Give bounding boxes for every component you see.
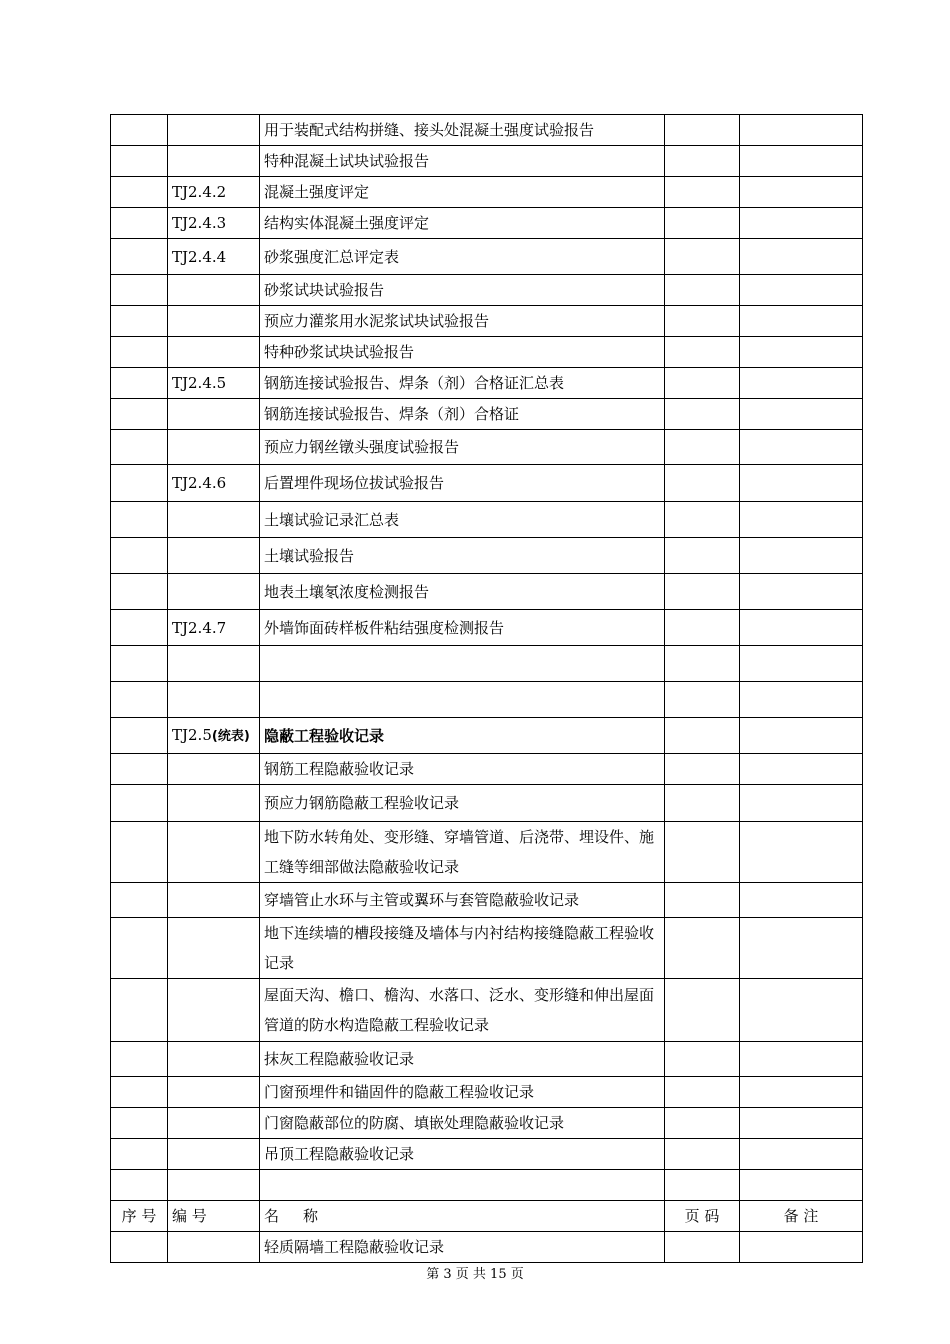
page-cell: [665, 646, 740, 682]
seq-cell: [111, 399, 168, 430]
name-cell: 屋面天沟、檐口、檐沟、水落口、泛水、变形缝和伸出屋面管道的防水构造隐蔽工程验收记录: [260, 979, 665, 1042]
name-cell: 土壤试验报告: [260, 538, 665, 574]
name-cell: 隐蔽工程验收记录: [260, 718, 665, 754]
page-cell: [665, 465, 740, 502]
seq-cell: [111, 239, 168, 275]
header-note: 备 注: [740, 1201, 863, 1232]
page-footer: 第 3 页 共 15 页: [426, 1267, 524, 1282]
table-row: [111, 646, 863, 682]
page-cell: [665, 1170, 740, 1201]
page-cell: [665, 368, 740, 399]
table-row: [111, 146, 863, 177]
table-row: [111, 208, 863, 239]
code-cell: TJ2.4.5: [168, 368, 260, 399]
seq-cell: [111, 646, 168, 682]
page-cell: [665, 337, 740, 368]
code-cell: [168, 574, 260, 610]
page-cell: [665, 399, 740, 430]
note-cell: [740, 239, 863, 275]
page-cell: [665, 1042, 740, 1077]
code-cell: TJ2.4.4: [168, 239, 260, 275]
name-cell: [260, 646, 665, 682]
name-cell: 预应力灌浆用水泥浆试块试验报告: [260, 306, 665, 337]
seq-cell: [111, 177, 168, 208]
code-cell: [168, 883, 260, 918]
code-cell: [168, 979, 260, 1042]
table-row: [111, 785, 863, 822]
page-cell: [665, 883, 740, 918]
table-row: [111, 574, 863, 610]
note-cell: [740, 430, 863, 465]
seq-cell: [111, 1042, 168, 1077]
code-cell: [168, 646, 260, 682]
page-cell: [665, 502, 740, 538]
name-cell: 结构实体混凝土强度评定: [260, 208, 665, 239]
seq-cell: [111, 337, 168, 368]
seq-cell: [111, 1139, 168, 1170]
code-suffix: (统表): [211, 728, 250, 744]
name-cell: 门窗隐蔽部位的防腐、填嵌处理隐蔽验收记录: [260, 1108, 665, 1139]
note-cell: [740, 682, 863, 718]
note-cell: [740, 502, 863, 538]
seq-cell: [111, 883, 168, 918]
note-cell: [740, 646, 863, 682]
seq-cell: [111, 1108, 168, 1139]
page-cell: [665, 1077, 740, 1108]
code-cell: TJ2.4.2: [168, 177, 260, 208]
note-cell: [740, 718, 863, 754]
table-row: [111, 1042, 863, 1077]
note-cell: [740, 1108, 863, 1139]
name-cell: 钢筋连接试验报告、焊条（剂）合格证: [260, 399, 665, 430]
name-cell: 砂浆强度汇总评定表: [260, 239, 665, 275]
page-cell: [665, 1232, 740, 1263]
page-cell: [665, 822, 740, 883]
header-name: [260, 1201, 665, 1232]
page-cell: [665, 610, 740, 646]
name-cell: 穿墙管止水环与主管或翼环与套管隐蔽验收记录: [260, 883, 665, 918]
table-row: [111, 177, 863, 208]
code-cell: [168, 718, 260, 754]
name-cell: 特种混凝土试块试验报告: [260, 146, 665, 177]
table-row: [111, 610, 863, 646]
note-cell: [740, 574, 863, 610]
note-cell: [740, 1232, 863, 1263]
note-cell: [740, 538, 863, 574]
seq-cell: [111, 146, 168, 177]
code-cell: [168, 918, 260, 979]
name-cell: 特种砂浆试块试验报告: [260, 337, 665, 368]
table-row: [111, 754, 863, 785]
page-cell: [665, 208, 740, 239]
note-cell: [740, 337, 863, 368]
seq-cell: [111, 785, 168, 822]
page-cell: [665, 538, 740, 574]
table-row: [111, 979, 863, 1042]
code-cell: [168, 430, 260, 465]
page-cell: [665, 918, 740, 979]
code-cell: [168, 337, 260, 368]
code-cell: TJ2.4.6: [168, 465, 260, 502]
code-cell: [168, 146, 260, 177]
table-row: [111, 306, 863, 337]
table-row: [111, 682, 863, 718]
page-cell: [665, 718, 740, 754]
page-cell: [665, 682, 740, 718]
page-cell: [665, 430, 740, 465]
seq-cell: [111, 502, 168, 538]
note-cell: [740, 465, 863, 502]
page-cell: [665, 1108, 740, 1139]
code-cell: [168, 1232, 260, 1263]
seq-cell: [111, 754, 168, 785]
note-cell: [740, 883, 863, 918]
name-cell: 预应力钢筋隐蔽工程验收记录: [260, 785, 665, 822]
name-cell: 轻质隔墙工程隐蔽验收记录: [260, 1232, 665, 1263]
note-cell: [740, 610, 863, 646]
header-code: 编 号: [168, 1201, 260, 1232]
seq-cell: [111, 465, 168, 502]
seq-cell: [111, 115, 168, 146]
header-seq: 序 号: [111, 1201, 168, 1232]
code-cell: TJ2.4.3: [168, 208, 260, 239]
code-cell: [168, 1170, 260, 1201]
code-cell: [168, 682, 260, 718]
seq-cell: [111, 1170, 168, 1201]
name-cell: [260, 682, 665, 718]
table-row: [111, 1170, 863, 1201]
table-row: [111, 1108, 863, 1139]
table-row: [111, 239, 863, 275]
code-cell: [168, 502, 260, 538]
code-cell: [168, 275, 260, 306]
code-text: TJ2.5: [172, 725, 212, 744]
name-cell: 地下连续墙的槽段接缝及墙体与内衬结构接缝隐蔽工程验收记录: [260, 918, 665, 979]
code-cell: [168, 754, 260, 785]
table-row: [111, 115, 863, 146]
table-row: [111, 430, 863, 465]
table-row: [111, 918, 863, 979]
seq-cell: [111, 538, 168, 574]
code-cell: [168, 1042, 260, 1077]
seq-cell: [111, 822, 168, 883]
seq-cell: [111, 306, 168, 337]
table-row: [111, 718, 863, 754]
table-row: [111, 502, 863, 538]
note-cell: [740, 822, 863, 883]
seq-cell: [111, 275, 168, 306]
table-row: [111, 275, 863, 306]
code-cell: TJ2.4.7: [168, 610, 260, 646]
note-cell: [740, 754, 863, 785]
page-cell: [665, 306, 740, 337]
seq-cell: [111, 979, 168, 1042]
seq-cell: [111, 718, 168, 754]
seq-cell: [111, 430, 168, 465]
note-cell: [740, 1139, 863, 1170]
name-cell: 混凝土强度评定: [260, 177, 665, 208]
page-cell: [665, 146, 740, 177]
name-cell: 吊顶工程隐蔽验收记录: [260, 1139, 665, 1170]
table-row: [111, 1232, 863, 1263]
seq-cell: [111, 574, 168, 610]
note-cell: [740, 979, 863, 1042]
note-cell: [740, 1042, 863, 1077]
table-row: [111, 1139, 863, 1170]
page-cell: [665, 275, 740, 306]
seq-cell: [111, 610, 168, 646]
page-cell: [665, 177, 740, 208]
name-cell: 门窗预埋件和锚固件的隐蔽工程验收记录: [260, 1077, 665, 1108]
name-cell: 用于装配式结构拼缝、接头处混凝土强度试验报告: [260, 115, 665, 146]
page-cell: [665, 979, 740, 1042]
table-header-row: [111, 1201, 863, 1232]
table-row: [111, 337, 863, 368]
code-cell: [168, 822, 260, 883]
table-row: [111, 883, 863, 918]
code-cell: [168, 115, 260, 146]
seq-cell: [111, 1077, 168, 1108]
note-cell: [740, 918, 863, 979]
note-cell: [740, 146, 863, 177]
note-cell: [740, 275, 863, 306]
seq-cell: [111, 368, 168, 399]
name-cell: 钢筋工程隐蔽验收记录: [260, 754, 665, 785]
name-cell: 抹灰工程隐蔽验收记录: [260, 1042, 665, 1077]
table-row: [111, 465, 863, 502]
name-cell: 地表土壤氡浓度检测报告: [260, 574, 665, 610]
table-row: [111, 1077, 863, 1108]
page-cell: [665, 754, 740, 785]
name-cell: 钢筋连接试验报告、焊条（剂）合格证汇总表: [260, 368, 665, 399]
code-cell: [168, 538, 260, 574]
name-cell: 土壤试验记录汇总表: [260, 502, 665, 538]
code-cell: [168, 306, 260, 337]
seq-cell: [111, 1232, 168, 1263]
note-cell: [740, 1170, 863, 1201]
name-cell: 地下防水转角处、变形缝、穿墙管道、后浇带、埋设件、施工缝等细部做法隐蔽验收记录: [260, 822, 665, 883]
name-cell: [260, 1170, 665, 1201]
page-cell: [665, 115, 740, 146]
header-name-part1: 名: [264, 1207, 280, 1225]
name-cell: 后置埋件现场位拔试验报告: [260, 465, 665, 502]
note-cell: [740, 1077, 863, 1108]
note-cell: [740, 115, 863, 146]
code-cell: [168, 399, 260, 430]
note-cell: [740, 177, 863, 208]
note-cell: [740, 208, 863, 239]
seq-cell: [111, 208, 168, 239]
note-cell: [740, 368, 863, 399]
page-cell: [665, 574, 740, 610]
seq-cell: [111, 918, 168, 979]
page-cell: [665, 239, 740, 275]
code-cell: [168, 1139, 260, 1170]
code-cell: [168, 1077, 260, 1108]
name-cell: 砂浆试块试验报告: [260, 275, 665, 306]
name-cell: 外墙饰面砖样板件粘结强度检测报告: [260, 610, 665, 646]
header-page: 页 码: [665, 1201, 740, 1232]
note-cell: [740, 306, 863, 337]
note-cell: [740, 785, 863, 822]
code-cell: [168, 785, 260, 822]
name-cell: 预应力钢丝镦头强度试验报告: [260, 430, 665, 465]
code-cell: [168, 1108, 260, 1139]
table-row: [111, 399, 863, 430]
table-row: [111, 822, 863, 883]
table-row: [111, 538, 863, 574]
table-row: [111, 368, 863, 399]
page-cell: [665, 1139, 740, 1170]
document-table: [110, 114, 863, 1263]
note-cell: [740, 399, 863, 430]
header-name-part2: 称: [303, 1207, 319, 1225]
page-cell: [665, 785, 740, 822]
seq-cell: [111, 682, 168, 718]
